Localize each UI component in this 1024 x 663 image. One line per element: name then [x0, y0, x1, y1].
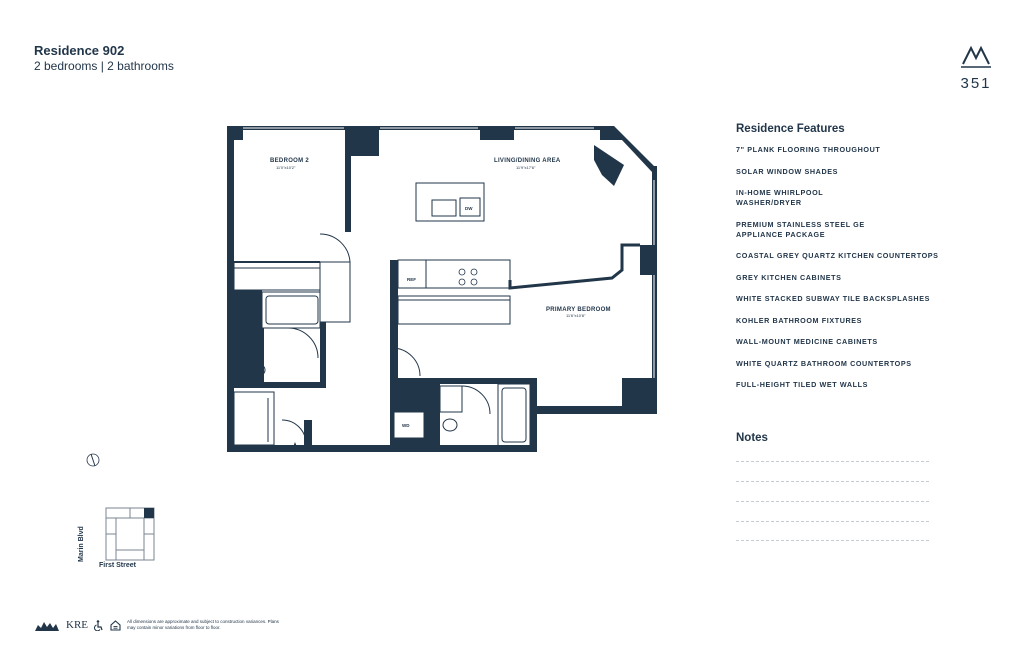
note-line [736, 501, 929, 502]
kre-logo: KRE [66, 619, 88, 631]
feature-item: WALL-MOUNT MEDICINE CABINETS [736, 337, 878, 346]
equal-housing-icon [110, 620, 121, 631]
feature-item: IN-HOME WHIRLPOOL WASHER/DRYER [736, 188, 824, 207]
building-key-plan [80, 500, 160, 562]
north-arrow-icon [85, 452, 101, 468]
kitchen-island [416, 183, 484, 221]
street-side-label: Marin Blvd [78, 526, 85, 562]
feature-item: WHITE STACKED SUBWAY TILE BACKSPLASHES [736, 294, 930, 303]
dw-label: DW [465, 206, 473, 211]
logo-number: 351 [960, 75, 992, 92]
feature-item: PREMIUM STAINLESS STEEL GE APPLIANCE PACKAGE [736, 219, 865, 239]
brand-logo [958, 42, 994, 92]
bedroom2-dims: 11'0"x10'2" [276, 165, 296, 170]
feature-item: COASTAL GREY QUARTZ KITCHEN COUNTERTOPS [736, 251, 939, 260]
mountain-logo-icon [960, 42, 992, 68]
notes-heading: Notes [736, 432, 768, 444]
outer-wall-left [227, 126, 234, 452]
residence-subtitle: 2 bedrooms | 2 bathrooms [34, 59, 174, 73]
note-line [736, 461, 929, 462]
unit-highlight [144, 508, 154, 518]
feature-item: WHITE QUARTZ BATHROOM COUNTERTOPS [736, 358, 912, 368]
feature-item: FULL-HEIGHT TILED WET WALLS [736, 380, 868, 389]
residence-title: Residence 902 [34, 43, 125, 58]
features-list [736, 145, 996, 390]
note-line [736, 521, 929, 522]
note-line [736, 540, 929, 541]
developer-logo-icon [34, 618, 60, 632]
bedroom2-label: BEDROOM 2 [270, 158, 310, 164]
primary-bedroom-dims: 11'6"x10'8" [566, 313, 586, 318]
feature-item: SOLAR WINDOW SHADES [736, 166, 839, 176]
wd-label: WD [402, 423, 410, 428]
living-dims: 11'9"x17'6" [516, 165, 536, 170]
floor-plan [222, 120, 662, 460]
disclaimer-text: All dimensions are approximate and subject to construction variances. Plans may contain minor variations from floor to floor. [127, 619, 279, 630]
note-line [736, 481, 929, 482]
notes-section [736, 432, 931, 444]
primary-bedroom-label: PRIMARY BEDROOM [546, 307, 611, 313]
feature-item: GREY KITCHEN CABINETS [736, 272, 842, 282]
feature-item: 7" PLANK FLOORING THROUGHOUT [736, 145, 881, 154]
living-label: LIVING/DINING AREA [494, 158, 561, 164]
footer [34, 618, 287, 632]
features-heading: Residence Features [736, 123, 845, 135]
feature-item: KOHLER BATHROOM FIXTURES [736, 315, 863, 325]
outer-wall-bottom [227, 445, 537, 452]
ref-label: REF [407, 277, 416, 282]
street-bottom-label: First Street [99, 562, 136, 569]
accessibility-icon [94, 620, 104, 631]
residence-features [736, 123, 996, 402]
